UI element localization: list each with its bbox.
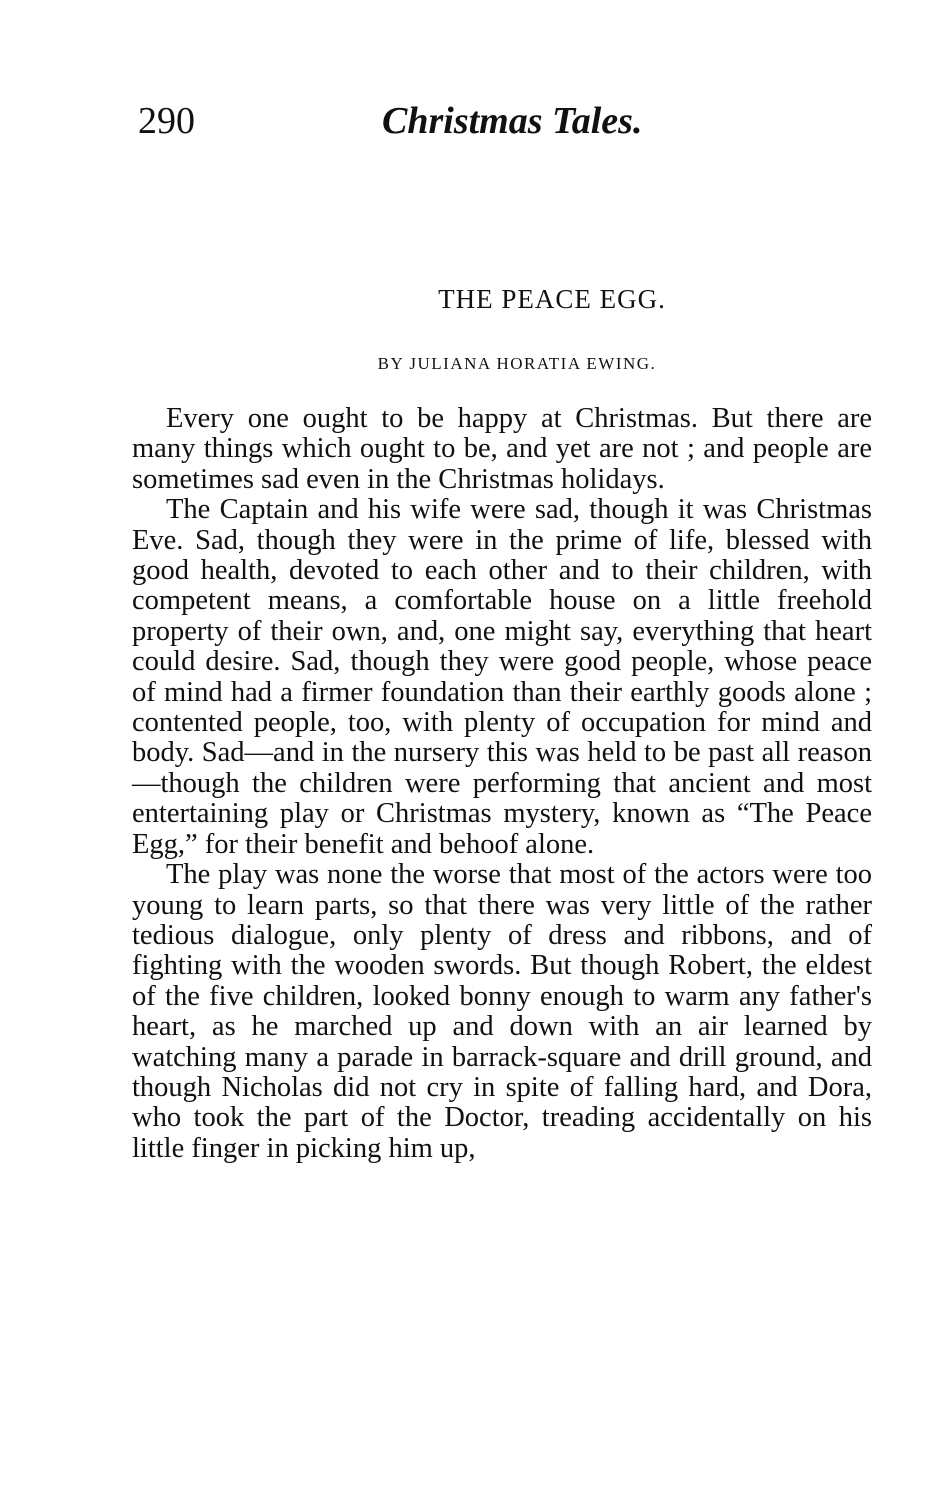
- story-byline: BY JULIANA HORATIA EWING.: [377, 354, 657, 373]
- story-title: THE PEACE EGG.: [438, 284, 666, 314]
- body-text: [132, 404, 872, 1164]
- paragraph-3: The play was none the worse that most of the actors were too young to learn parts, so that there was very little of the rather tedious dialogue, only plenty of dress and ribbons, and of fighting with the wooden swords. But though Robert, the eldest of the five children, looked bonny enough to warm any father's heart, as he marched up and down with an air learned by watching many a parade in barrack-square and drill ground, and though Nicholas did not cry in spite of falling hard, and Dora, who took the part of the Doctor, treading accidentally on his little finger in picking him up,: [132, 859, 872, 1164]
- paragraph-1: Every one ought to be happy at Christmas. But there are many things which ought to be, and yet are not ; and people are sometimes sad even in the Christmas holidays.: [132, 403, 872, 495]
- page-number: 290: [138, 100, 195, 142]
- running-title: Christmas Tales.: [382, 100, 643, 142]
- running-head: [132, 96, 872, 146]
- paragraph-2: The Captain and his wife were sad, though it was Christmas Eve. Sad, though they were in the prime of life, blessed with good health, devoted to each other and to their children, with competent means, a comfortable house on a little freehold property of their own, and, one might say, everything that heart could desire. Sad, though they were good people, whose peace of mind had a firmer foundation than their earthly goods alone ; contented people, too, with plenty of occupation for mind and body. Sad—and in the nursery this was held to be past all reason—though the children were performing that ancient and most entertaining play or Christmas mystery, known as “The Peace Egg,” for their benefit and behoof alone.: [132, 494, 872, 860]
